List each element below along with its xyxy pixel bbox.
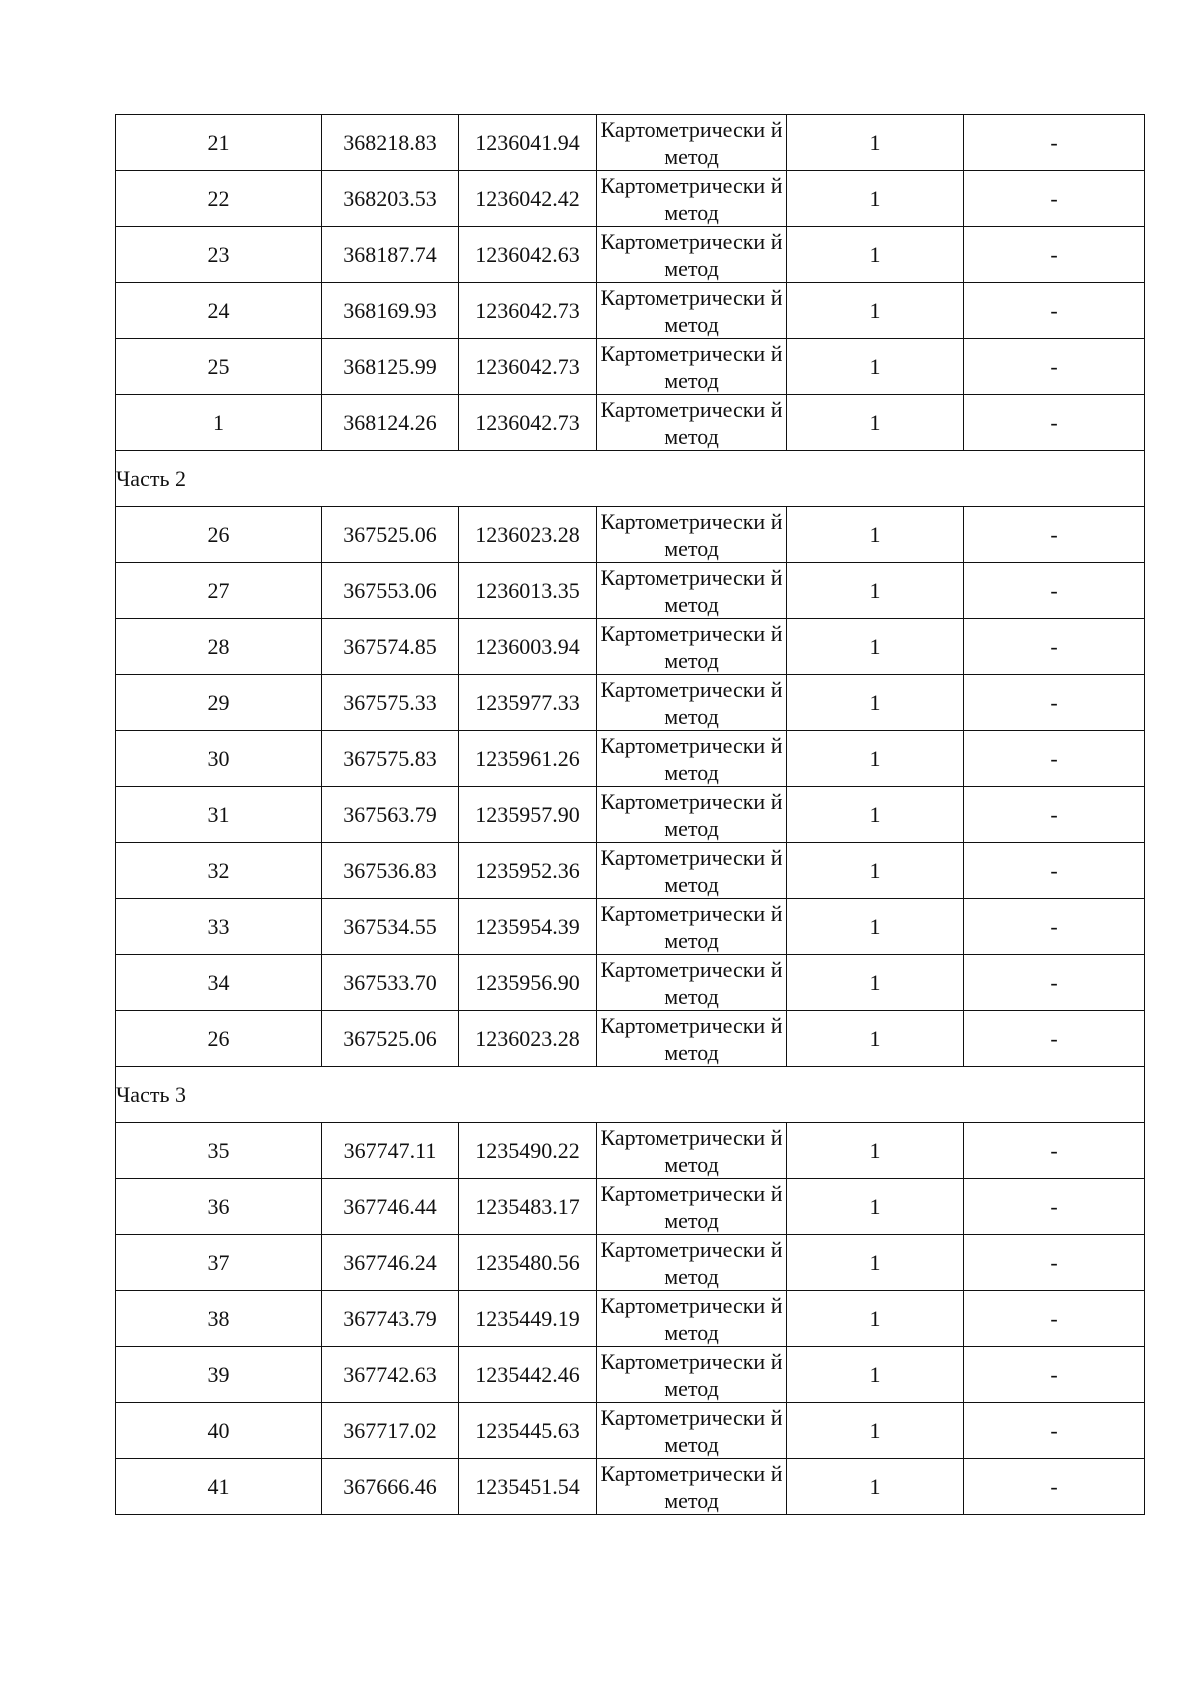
- accuracy-cell: 1: [787, 1235, 964, 1291]
- description-cell: -: [964, 1179, 1145, 1235]
- table-body: [116, 115, 1145, 1515]
- y-coordinate-cell: 1235451.54: [459, 1459, 597, 1515]
- accuracy-cell: 1: [787, 171, 964, 227]
- y-coordinate-cell: 1236042.73: [459, 283, 597, 339]
- accuracy-cell: 1: [787, 675, 964, 731]
- y-coordinate-cell: 1235957.90: [459, 787, 597, 843]
- x-coordinate-cell: 368124.26: [322, 395, 459, 451]
- table-row: [116, 1011, 1145, 1067]
- point-number-cell: 40: [116, 1403, 322, 1459]
- accuracy-cell: 1: [787, 1291, 964, 1347]
- table-row: [116, 1459, 1145, 1515]
- accuracy-cell: 1: [787, 1123, 964, 1179]
- accuracy-cell: 1: [787, 115, 964, 171]
- y-coordinate-cell: 1236042.73: [459, 339, 597, 395]
- accuracy-cell: 1: [787, 1347, 964, 1403]
- section-label: Часть 3: [116, 1067, 1145, 1123]
- point-number-cell: 33: [116, 899, 322, 955]
- y-coordinate-cell: 1236023.28: [459, 1011, 597, 1067]
- description-cell: -: [964, 283, 1145, 339]
- table-row: [116, 171, 1145, 227]
- accuracy-cell: 1: [787, 899, 964, 955]
- accuracy-cell: 1: [787, 395, 964, 451]
- y-coordinate-cell: 1235977.33: [459, 675, 597, 731]
- section-label: Часть 2: [116, 451, 1145, 507]
- x-coordinate-cell: 367574.85: [322, 619, 459, 675]
- y-coordinate-cell: 1236013.35: [459, 563, 597, 619]
- method-cell: Картометрически й метод: [597, 955, 787, 1011]
- y-coordinate-cell: 1235954.39: [459, 899, 597, 955]
- y-coordinate-cell: 1235449.19: [459, 1291, 597, 1347]
- table-row: [116, 227, 1145, 283]
- description-cell: -: [964, 787, 1145, 843]
- y-coordinate-cell: 1236042.63: [459, 227, 597, 283]
- point-number-cell: 22: [116, 171, 322, 227]
- table-row: [116, 395, 1145, 451]
- point-number-cell: 1: [116, 395, 322, 451]
- description-cell: -: [964, 1123, 1145, 1179]
- accuracy-cell: 1: [787, 1459, 964, 1515]
- x-coordinate-cell: 367747.11: [322, 1123, 459, 1179]
- point-number-cell: 24: [116, 283, 322, 339]
- y-coordinate-cell: 1235490.22: [459, 1123, 597, 1179]
- method-cell: Картометрически й метод: [597, 395, 787, 451]
- method-cell: Картометрически й метод: [597, 899, 787, 955]
- table-row: [116, 843, 1145, 899]
- method-cell: Картометрически й метод: [597, 171, 787, 227]
- y-coordinate-cell: 1235480.56: [459, 1235, 597, 1291]
- method-cell: Картометрически й метод: [597, 507, 787, 563]
- description-cell: -: [964, 1235, 1145, 1291]
- method-cell: Картометрически й метод: [597, 787, 787, 843]
- x-coordinate-cell: 368187.74: [322, 227, 459, 283]
- method-cell: Картометрически й метод: [597, 1123, 787, 1179]
- table-row: [116, 1179, 1145, 1235]
- description-cell: -: [964, 171, 1145, 227]
- accuracy-cell: 1: [787, 787, 964, 843]
- point-number-cell: 37: [116, 1235, 322, 1291]
- y-coordinate-cell: 1236003.94: [459, 619, 597, 675]
- description-cell: -: [964, 955, 1145, 1011]
- x-coordinate-cell: 367743.79: [322, 1291, 459, 1347]
- description-cell: -: [964, 339, 1145, 395]
- x-coordinate-cell: 367536.83: [322, 843, 459, 899]
- y-coordinate-cell: 1236042.42: [459, 171, 597, 227]
- section-row: [116, 1067, 1145, 1123]
- y-coordinate-cell: 1235442.46: [459, 1347, 597, 1403]
- x-coordinate-cell: 368218.83: [322, 115, 459, 171]
- section-row: [116, 451, 1145, 507]
- description-cell: -: [964, 619, 1145, 675]
- accuracy-cell: 1: [787, 339, 964, 395]
- table-row: [116, 1347, 1145, 1403]
- x-coordinate-cell: 367534.55: [322, 899, 459, 955]
- point-number-cell: 35: [116, 1123, 322, 1179]
- accuracy-cell: 1: [787, 731, 964, 787]
- accuracy-cell: 1: [787, 619, 964, 675]
- description-cell: -: [964, 115, 1145, 171]
- x-coordinate-cell: 367717.02: [322, 1403, 459, 1459]
- description-cell: -: [964, 1403, 1145, 1459]
- table-row: [116, 1235, 1145, 1291]
- point-number-cell: 21: [116, 115, 322, 171]
- point-number-cell: 23: [116, 227, 322, 283]
- method-cell: Картометрически й метод: [597, 1403, 787, 1459]
- table-row: [116, 619, 1145, 675]
- x-coordinate-cell: 367742.63: [322, 1347, 459, 1403]
- method-cell: Картометрически й метод: [597, 1459, 787, 1515]
- y-coordinate-cell: 1235445.63: [459, 1403, 597, 1459]
- table-row: [116, 675, 1145, 731]
- description-cell: -: [964, 563, 1145, 619]
- x-coordinate-cell: 368125.99: [322, 339, 459, 395]
- point-number-cell: 39: [116, 1347, 322, 1403]
- y-coordinate-cell: 1236023.28: [459, 507, 597, 563]
- accuracy-cell: 1: [787, 843, 964, 899]
- table-row: [116, 955, 1145, 1011]
- description-cell: -: [964, 843, 1145, 899]
- point-number-cell: 38: [116, 1291, 322, 1347]
- x-coordinate-cell: 367575.83: [322, 731, 459, 787]
- description-cell: -: [964, 731, 1145, 787]
- x-coordinate-cell: 367666.46: [322, 1459, 459, 1515]
- description-cell: -: [964, 1011, 1145, 1067]
- description-cell: -: [964, 675, 1145, 731]
- table-row: [116, 283, 1145, 339]
- description-cell: -: [964, 1459, 1145, 1515]
- method-cell: Картометрически й метод: [597, 731, 787, 787]
- point-number-cell: 36: [116, 1179, 322, 1235]
- x-coordinate-cell: 367533.70: [322, 955, 459, 1011]
- x-coordinate-cell: 367525.06: [322, 507, 459, 563]
- point-number-cell: 25: [116, 339, 322, 395]
- point-number-cell: 41: [116, 1459, 322, 1515]
- description-cell: -: [964, 1291, 1145, 1347]
- point-number-cell: 28: [116, 619, 322, 675]
- accuracy-cell: 1: [787, 1179, 964, 1235]
- x-coordinate-cell: 367575.33: [322, 675, 459, 731]
- method-cell: Картометрически й метод: [597, 1235, 787, 1291]
- table-row: [116, 899, 1145, 955]
- table-row: [116, 339, 1145, 395]
- method-cell: Картометрически й метод: [597, 1347, 787, 1403]
- description-cell: -: [964, 227, 1145, 283]
- method-cell: Картометрически й метод: [597, 619, 787, 675]
- method-cell: Картометрически й метод: [597, 227, 787, 283]
- point-number-cell: 31: [116, 787, 322, 843]
- y-coordinate-cell: 1235952.36: [459, 843, 597, 899]
- description-cell: -: [964, 395, 1145, 451]
- table-row: [116, 115, 1145, 171]
- y-coordinate-cell: 1235483.17: [459, 1179, 597, 1235]
- point-number-cell: 32: [116, 843, 322, 899]
- y-coordinate-cell: 1236042.73: [459, 395, 597, 451]
- method-cell: Картометрически й метод: [597, 1291, 787, 1347]
- point-number-cell: 26: [116, 507, 322, 563]
- x-coordinate-cell: 367746.24: [322, 1235, 459, 1291]
- method-cell: Картометрически й метод: [597, 843, 787, 899]
- point-number-cell: 34: [116, 955, 322, 1011]
- table-row: [116, 507, 1145, 563]
- accuracy-cell: 1: [787, 1011, 964, 1067]
- method-cell: Картометрически й метод: [597, 563, 787, 619]
- method-cell: Картометрически й метод: [597, 339, 787, 395]
- x-coordinate-cell: 367563.79: [322, 787, 459, 843]
- y-coordinate-cell: 1235961.26: [459, 731, 597, 787]
- table-row: [116, 563, 1145, 619]
- accuracy-cell: 1: [787, 955, 964, 1011]
- y-coordinate-cell: 1235956.90: [459, 955, 597, 1011]
- table-row: [116, 731, 1145, 787]
- table-row: [116, 1403, 1145, 1459]
- accuracy-cell: 1: [787, 1403, 964, 1459]
- point-number-cell: 30: [116, 731, 322, 787]
- accuracy-cell: 1: [787, 283, 964, 339]
- method-cell: Картометрически й метод: [597, 1011, 787, 1067]
- table-row: [116, 1291, 1145, 1347]
- table-row: [116, 1123, 1145, 1179]
- accuracy-cell: 1: [787, 507, 964, 563]
- accuracy-cell: 1: [787, 563, 964, 619]
- method-cell: Картометрически й метод: [597, 1179, 787, 1235]
- method-cell: Картометрически й метод: [597, 283, 787, 339]
- x-coordinate-cell: 367553.06: [322, 563, 459, 619]
- x-coordinate-cell: 367525.06: [322, 1011, 459, 1067]
- method-cell: Картометрически й метод: [597, 675, 787, 731]
- point-number-cell: 27: [116, 563, 322, 619]
- y-coordinate-cell: 1236041.94: [459, 115, 597, 171]
- description-cell: -: [964, 899, 1145, 955]
- accuracy-cell: 1: [787, 227, 964, 283]
- point-number-cell: 26: [116, 1011, 322, 1067]
- description-cell: -: [964, 507, 1145, 563]
- coordinates-table: [115, 114, 1145, 1515]
- description-cell: -: [964, 1347, 1145, 1403]
- x-coordinate-cell: 367746.44: [322, 1179, 459, 1235]
- point-number-cell: 29: [116, 675, 322, 731]
- x-coordinate-cell: 368169.93: [322, 283, 459, 339]
- method-cell: Картометрически й метод: [597, 115, 787, 171]
- table-row: [116, 787, 1145, 843]
- x-coordinate-cell: 368203.53: [322, 171, 459, 227]
